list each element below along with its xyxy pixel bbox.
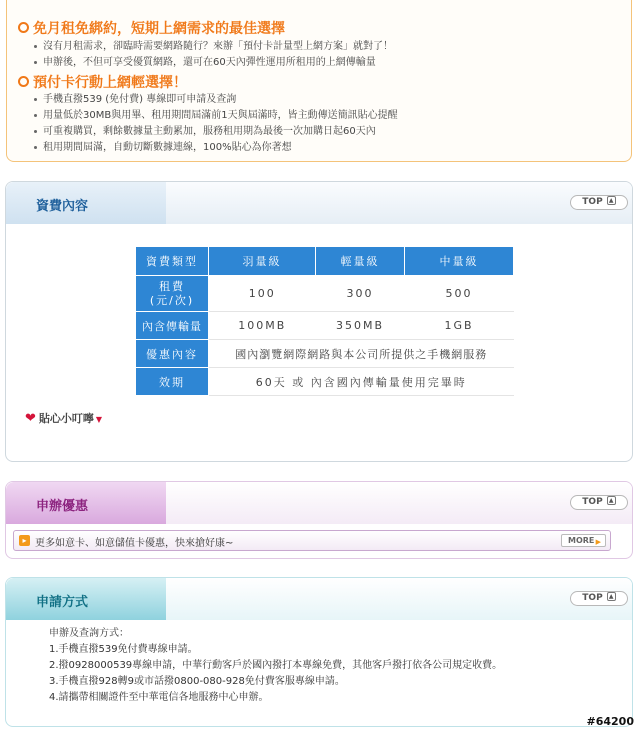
arrow-right-icon: ▸	[19, 535, 30, 546]
table-cell: 350MB	[316, 312, 405, 340]
top-button[interactable]: TOP ▲	[570, 495, 628, 510]
row-header: 租費 (元/次)	[136, 276, 209, 312]
promo-heading-1: 免月租免綁約，短期上網需求的最佳選擇	[33, 18, 285, 38]
table-row	[136, 368, 514, 396]
header-cell: 資費類型	[136, 247, 209, 276]
table-cell: 1GB	[405, 312, 514, 340]
row-header: 優惠內容	[136, 340, 209, 368]
header-cell: 羽量級	[209, 247, 316, 276]
table-row	[136, 312, 514, 340]
heart-icon: ❤	[25, 411, 36, 426]
list-item: 3.手機直撥928轉9或市話撥0800-080-928免付費客服專線申請。	[49, 676, 345, 687]
table-row	[136, 276, 514, 312]
arrow-up-icon: ▲	[607, 496, 616, 505]
row-header: 效期	[136, 368, 209, 396]
top-button[interactable]: TOP ▲	[570, 591, 628, 606]
top-button[interactable]: TOP ▲	[570, 195, 628, 210]
circle-bullet-icon	[18, 22, 29, 33]
more-button[interactable]: MORE ▶	[561, 534, 606, 547]
table-cell: 500	[405, 276, 514, 312]
list-item: 租用期間屆滿，自動切斷數據連線，100%貼心為你著想	[33, 140, 398, 156]
tip-label: 貼心小叮嚀	[38, 412, 94, 425]
arrow-up-icon: ▲	[607, 592, 616, 601]
section-tab	[6, 578, 166, 620]
section-title: 資費內容	[36, 199, 89, 214]
header-cell: 輕量級	[316, 247, 405, 276]
section-header	[6, 578, 632, 620]
list-item: 手機直撥539 (免付費) 專線即可申請及查詢	[33, 92, 398, 108]
promo-heading-2: 預付卡行動上網輕選擇！	[33, 72, 187, 92]
promo-list-1	[33, 39, 393, 71]
offer-text[interactable]: 更多如意卡、如意儲值卡優惠，快來搶好康~	[35, 538, 234, 549]
section-tab	[6, 182, 166, 224]
list-item: 4.請攜帶相關證件至中華電信各地服務中心申辦。	[49, 692, 269, 703]
section-title: 申請方式	[36, 595, 89, 610]
watermark: #64200	[586, 715, 634, 728]
table-cell: 國內瀏覽網際網路與本公司所提供之手機網服務	[209, 340, 514, 368]
promo-box	[6, 0, 632, 162]
chevron-down-icon: ▼	[95, 415, 103, 424]
arrow-right-icon: ▶	[595, 538, 601, 546]
apply-intro: 申辦及查詢方式：	[49, 628, 129, 639]
list-item: 用量低於30MB與用畢、租用期間屆滿前1天與屆滿時，皆主動傳送簡訊貼心提醒	[33, 108, 398, 124]
circle-bullet-icon	[18, 76, 29, 87]
list-item: 沒有月租需求，卻臨時需要網路隨行？來辦「預付卡計量型上網方案」就對了！	[33, 39, 393, 55]
table-cell: 60天 或 內含國內傳輸量使用完畢時	[209, 368, 514, 396]
section-title: 申辦優惠	[36, 499, 89, 514]
list-item: 1.手機直撥539免付費專線申請。	[49, 644, 198, 655]
table-cell: 100	[209, 276, 316, 312]
tip-toggle[interactable]	[25, 410, 102, 426]
list-item: 2.撥0928000539專線申請，中華行動客戶於國內撥打本專線免費，其他客戶撥打依各公司規定收費。	[49, 660, 503, 671]
table-header-row	[136, 247, 514, 276]
section-header	[6, 482, 632, 524]
header-cell: 中量級	[405, 247, 514, 276]
arrow-up-icon: ▲	[607, 196, 616, 205]
list-item: 申辦後，不但可享受優質網路，還可在60天內彈性運用所租用的上網傳輸量	[33, 55, 393, 71]
section-tab	[6, 482, 166, 524]
table-cell: 100MB	[209, 312, 316, 340]
offer-link-bar[interactable]	[13, 530, 611, 551]
apply-instructions	[49, 626, 502, 706]
table-row	[136, 340, 514, 368]
list-item: 可重複購買，剩餘數據量主動累加，服務租用期為最後一次加購日起60天內	[33, 124, 398, 140]
table-cell: 300	[316, 276, 405, 312]
section-header	[6, 182, 632, 224]
row-header: 內含傳輸量	[136, 312, 209, 340]
promo-list-2	[33, 92, 398, 156]
fees-table	[135, 246, 514, 396]
